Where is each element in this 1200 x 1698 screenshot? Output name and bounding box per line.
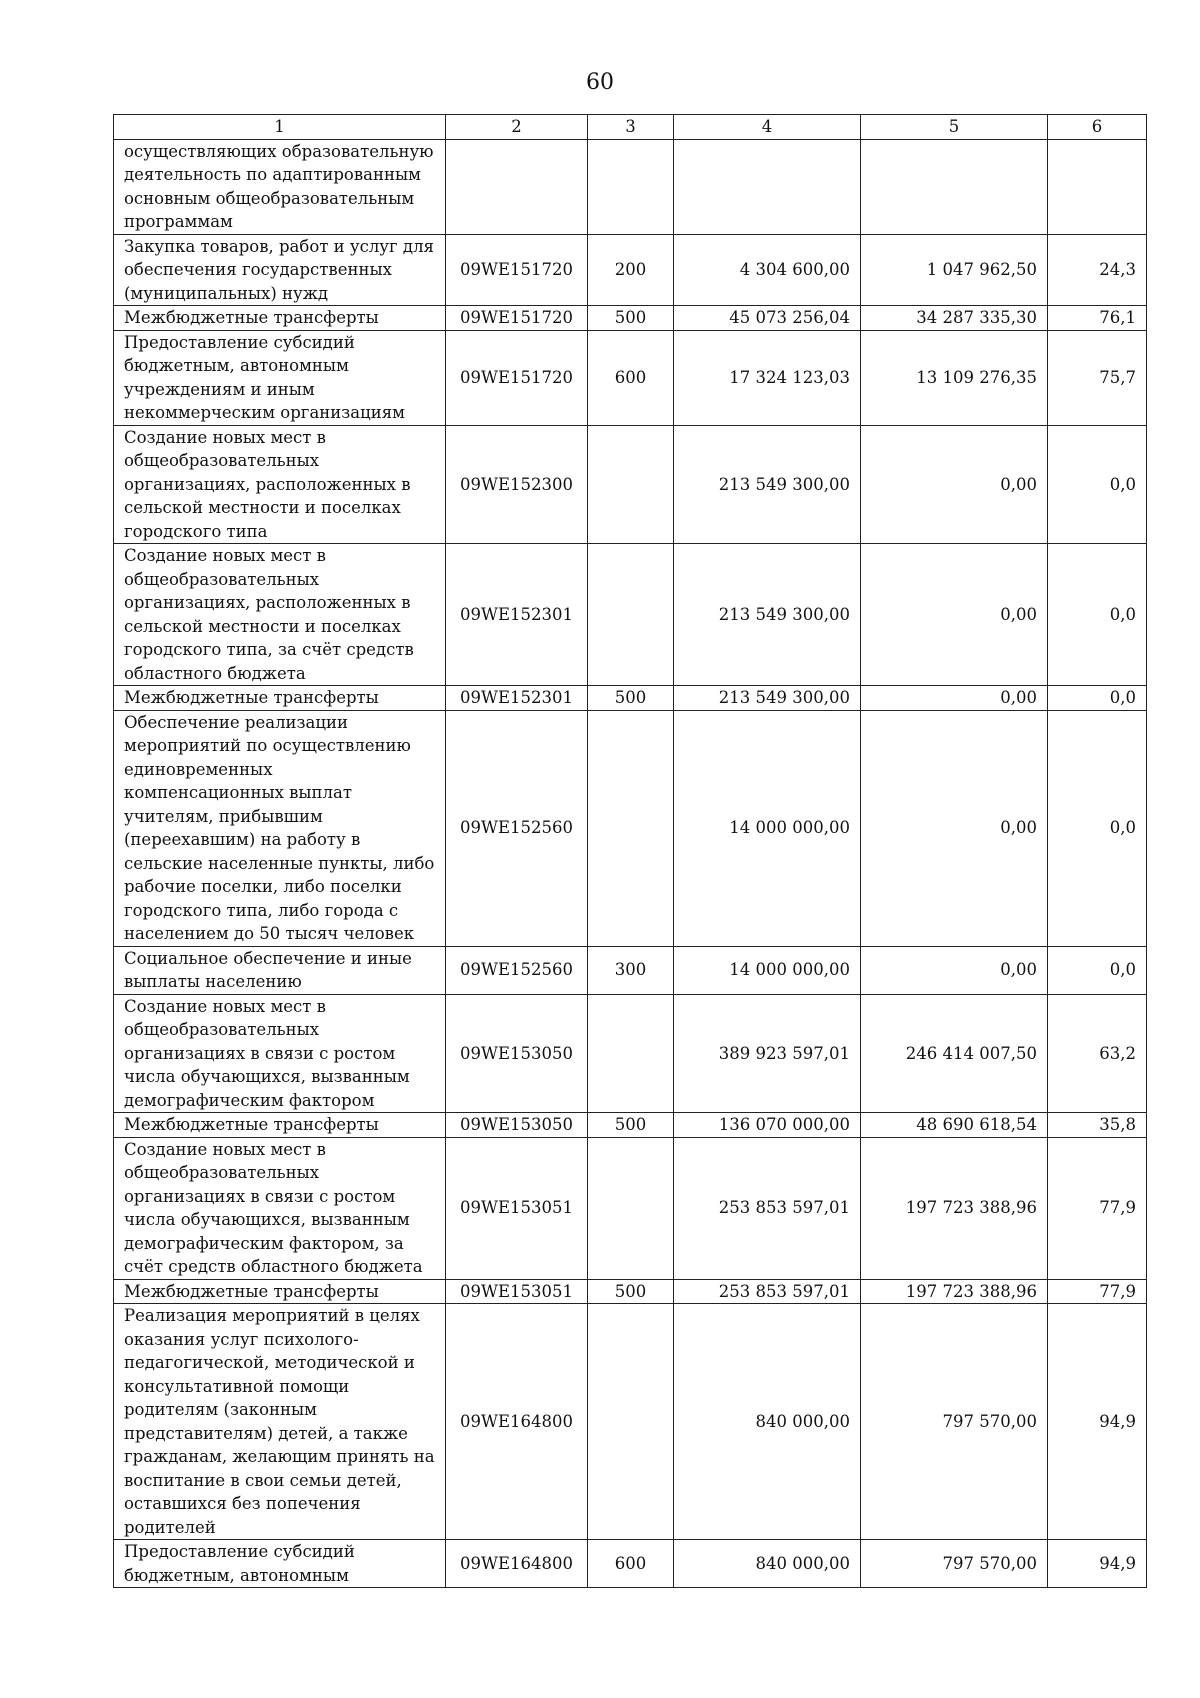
row-actual-amount: 48 690 618,54 <box>861 1113 1048 1138</box>
row-percent: 35,8 <box>1048 1113 1147 1138</box>
row-actual-amount: 0,00 <box>861 710 1048 946</box>
row-percent: 0,0 <box>1048 686 1147 711</box>
row-percent: 94,9 <box>1048 1304 1147 1540</box>
header-col-2: 2 <box>446 115 588 140</box>
row-code: 09WE153051 <box>446 1279 588 1304</box>
row-name: Обеспечение реализации мероприятий по осуществлению единовременных компенсационных выплат учителям, прибывшим (переехавшим) на работу в сельские населенные пункты, либо рабочие поселки, либо поселки городского типа, либо города с населением до 50 тысяч человек <box>114 710 446 946</box>
row-code: 09WE152301 <box>446 686 588 711</box>
table-row <box>114 425 1147 544</box>
row-percent: 77,9 <box>1048 1279 1147 1304</box>
row-planned-amount: 45 073 256,04 <box>674 306 861 331</box>
row-expense-type: 300 <box>588 946 674 994</box>
table-row <box>114 306 1147 331</box>
row-expense-type: 600 <box>588 330 674 425</box>
table-row <box>114 139 1147 234</box>
table-row <box>114 710 1147 946</box>
row-planned-amount: 14 000 000,00 <box>674 946 861 994</box>
row-planned-amount: 4 304 600,00 <box>674 234 861 306</box>
row-name: Межбюджетные трансферты <box>114 1113 446 1138</box>
table-row <box>114 544 1147 686</box>
row-percent: 0,0 <box>1048 710 1147 946</box>
row-actual-amount: 0,00 <box>861 425 1048 544</box>
row-name: Межбюджетные трансферты <box>114 686 446 711</box>
row-name: осуществляющих образовательную деятельность по адаптированным основным общеобразовательным программам <box>114 139 446 234</box>
row-name: Закупка товаров, работ и услуг для обеспечения государственных (муниципальных) нужд <box>114 234 446 306</box>
row-expense-type <box>588 139 674 234</box>
row-code: 09WE153050 <box>446 1113 588 1138</box>
row-name: Создание новых мест в общеобразовательных организациях, расположенных в сельской местности и поселках городского типа, за счёт средств областного бюджета <box>114 544 446 686</box>
row-name: Межбюджетные трансферты <box>114 306 446 331</box>
table-row <box>114 1137 1147 1279</box>
row-expense-type: 500 <box>588 306 674 331</box>
header-col-3: 3 <box>588 115 674 140</box>
row-code: 09WE152301 <box>446 544 588 686</box>
table-row <box>114 1113 1147 1138</box>
row-percent: 63,2 <box>1048 994 1147 1113</box>
row-expense-type: 500 <box>588 1279 674 1304</box>
budget-table <box>113 114 1147 1588</box>
row-actual-amount: 197 723 388,96 <box>861 1279 1048 1304</box>
row-code <box>446 139 588 234</box>
row-percent: 0,0 <box>1048 946 1147 994</box>
table-body <box>114 139 1147 1588</box>
row-expense-type <box>588 710 674 946</box>
row-actual-amount: 0,00 <box>861 686 1048 711</box>
row-actual-amount <box>861 139 1048 234</box>
row-code: 09WE151720 <box>446 234 588 306</box>
header-col-6: 6 <box>1048 115 1147 140</box>
row-percent <box>1048 139 1147 234</box>
row-expense-type <box>588 1304 674 1540</box>
table-row <box>114 330 1147 425</box>
table-row <box>114 234 1147 306</box>
header-col-5: 5 <box>861 115 1048 140</box>
header-col-4: 4 <box>674 115 861 140</box>
row-actual-amount: 0,00 <box>861 544 1048 686</box>
row-percent: 0,0 <box>1048 544 1147 686</box>
row-code: 09WE164800 <box>446 1540 588 1588</box>
table-row <box>114 686 1147 711</box>
table-header <box>114 115 1147 140</box>
row-percent: 75,7 <box>1048 330 1147 425</box>
row-planned-amount: 213 549 300,00 <box>674 425 861 544</box>
row-planned-amount: 389 923 597,01 <box>674 994 861 1113</box>
row-planned-amount: 136 070 000,00 <box>674 1113 861 1138</box>
row-planned-amount: 14 000 000,00 <box>674 710 861 946</box>
row-actual-amount: 34 287 335,30 <box>861 306 1048 331</box>
row-expense-type: 500 <box>588 686 674 711</box>
row-percent: 0,0 <box>1048 425 1147 544</box>
header-row <box>114 115 1147 140</box>
row-actual-amount: 797 570,00 <box>861 1540 1048 1588</box>
row-expense-type: 600 <box>588 1540 674 1588</box>
page-number: 60 <box>586 70 614 95</box>
row-code: 09WE151720 <box>446 330 588 425</box>
row-expense-type <box>588 1137 674 1279</box>
row-planned-amount: 17 324 123,03 <box>674 330 861 425</box>
row-code: 09WE152300 <box>446 425 588 544</box>
row-expense-type <box>588 994 674 1113</box>
row-planned-amount <box>674 139 861 234</box>
row-planned-amount: 253 853 597,01 <box>674 1279 861 1304</box>
row-code: 09WE151720 <box>446 306 588 331</box>
row-planned-amount: 840 000,00 <box>674 1304 861 1540</box>
row-name: Создание новых мест в общеобразовательных организациях, расположенных в сельской местности и поселках городского типа <box>114 425 446 544</box>
row-planned-amount: 840 000,00 <box>674 1540 861 1588</box>
row-planned-amount: 253 853 597,01 <box>674 1137 861 1279</box>
row-code: 09WE153050 <box>446 994 588 1113</box>
row-percent: 76,1 <box>1048 306 1147 331</box>
row-code: 09WE153051 <box>446 1137 588 1279</box>
row-percent: 94,9 <box>1048 1540 1147 1588</box>
row-percent: 77,9 <box>1048 1137 1147 1279</box>
table-row <box>114 1304 1147 1540</box>
row-actual-amount: 246 414 007,50 <box>861 994 1048 1113</box>
table-row <box>114 1279 1147 1304</box>
row-name: Межбюджетные трансферты <box>114 1279 446 1304</box>
row-name: Создание новых мест в общеобразовательных организациях в связи с ростом числа обучающихся, вызванным демографическим фактором <box>114 994 446 1113</box>
row-code: 09WE152560 <box>446 710 588 946</box>
row-actual-amount: 0,00 <box>861 946 1048 994</box>
row-name: Реализация мероприятий в целях оказания услуг психолого-педагогической, методической и консультативной помощи родителям (законным представителям) детей, а также гражданам, желающим принять на воспитание в свои семьи детей, оставшихся без попечения родителей <box>114 1304 446 1540</box>
row-planned-amount: 213 549 300,00 <box>674 544 861 686</box>
row-name: Создание новых мест в общеобразовательных организациях в связи с ростом числа обучающихся, вызванным демографическим фактором, за счёт средств областного бюджета <box>114 1137 446 1279</box>
table-row <box>114 946 1147 994</box>
row-name: Предоставление субсидий бюджетным, автономным учреждениям и иным некоммерческим организациям <box>114 330 446 425</box>
header-col-1: 1 <box>114 115 446 140</box>
row-planned-amount: 213 549 300,00 <box>674 686 861 711</box>
row-expense-type <box>588 425 674 544</box>
row-name: Социальное обеспечение и иные выплаты населению <box>114 946 446 994</box>
row-code: 09WE164800 <box>446 1304 588 1540</box>
row-actual-amount: 1 047 962,50 <box>861 234 1048 306</box>
row-name: Предоставление субсидий бюджетным, автономным <box>114 1540 446 1588</box>
table-row <box>114 1540 1147 1588</box>
row-code: 09WE152560 <box>446 946 588 994</box>
row-actual-amount: 797 570,00 <box>861 1304 1048 1540</box>
row-expense-type: 500 <box>588 1113 674 1138</box>
row-actual-amount: 197 723 388,96 <box>861 1137 1048 1279</box>
table-row <box>114 994 1147 1113</box>
row-expense-type <box>588 544 674 686</box>
row-expense-type: 200 <box>588 234 674 306</box>
row-percent: 24,3 <box>1048 234 1147 306</box>
row-actual-amount: 13 109 276,35 <box>861 330 1048 425</box>
